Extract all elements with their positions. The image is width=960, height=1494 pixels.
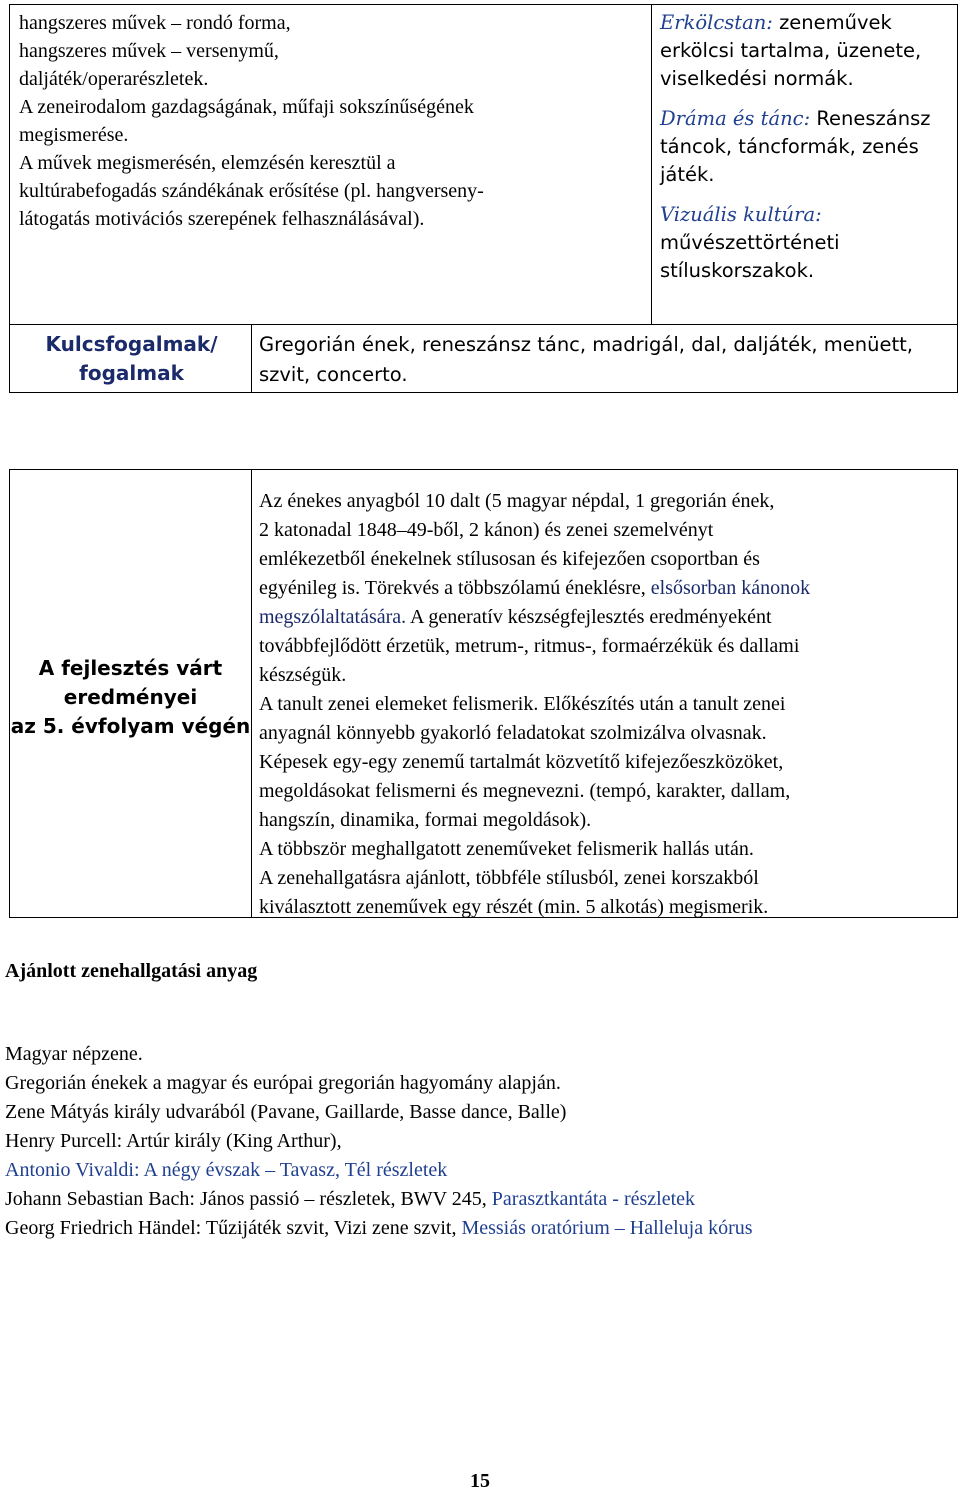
curriculum-table-continuation <box>9 4 958 393</box>
expected-results-text <box>259 487 955 922</box>
expected-results-label-line: A fejlesztés várt <box>38 656 223 680</box>
goals-line: megismerése. <box>19 124 129 146</box>
page-number: 15 <box>470 1470 490 1492</box>
results-text: A generatív készségfejlesztés eredményeként <box>406 606 772 628</box>
results-line: Képesek egy-egy zenemű tartalmát közvetítő kifejezőeszközöket, <box>259 751 784 773</box>
connection-drama <box>660 105 950 189</box>
goals-line: hangszeres művek – versenymű, <box>19 40 279 62</box>
listening-item: Henry Purcell: Artúr király (King Arthur), <box>5 1130 342 1152</box>
listening-item <box>5 1185 955 1214</box>
listening-item: Zene Mátyás király udvarából (Pavane, Gaillarde, Basse dance, Balle) <box>5 1101 567 1123</box>
goals-line: hangszeres művek – rondó forma, <box>19 12 291 34</box>
listening-list <box>5 1040 955 1243</box>
results-line: készségük. <box>259 664 347 686</box>
listening-item: Antonio Vivaldi: A négy évszak – Tavasz, Tél részletek <box>5 1159 448 1181</box>
results-line <box>259 603 955 632</box>
connection-label: Erkölcstan: <box>660 11 773 34</box>
goals-text <box>19 9 639 233</box>
listening-item-text: Johann Sebastian Bach: János passió – részletek, BWV 245, <box>5 1188 492 1210</box>
results-text: egyénileg is. Törekvés a többszólamú éneklésre, <box>259 577 651 599</box>
listening-item-text: Georg Friedrich Händel: Tűzijáték szvit, Vizi zene szvit, <box>5 1217 462 1239</box>
row-divider <box>10 324 957 325</box>
results-line: továbbfejlődött érzetük, metrum-, ritmus-, formaérzékük és dallami <box>259 635 800 657</box>
expected-results-label-line: eredményei <box>63 685 198 709</box>
results-line: megoldásokat felismerni és megnevezni. (tempó, karakter, dallam, <box>259 780 791 802</box>
cross-curricular-connections <box>660 9 950 297</box>
key-concepts-label <box>10 330 253 388</box>
connection-text: Reneszánsz táncok, táncformák, zenés játék. <box>660 107 931 186</box>
results-line: hangszín, dinamika, formai megoldások). <box>259 809 592 831</box>
results-line: anyagnál könnyebb gyakorló feladatokat szolmizálva olvasnak. <box>259 722 767 744</box>
goals-line: A zeneirodalom gazdagságának, műfaji sokszínűségének <box>19 96 474 118</box>
listening-item: Gregorián énekek a magyar és európai gregorián hagyomány alapján. <box>5 1072 561 1094</box>
connection-label: Vizuális kultúra: <box>660 203 822 226</box>
results-line: A tanult zenei elemeket felismerik. Előkészítés után a tanult zenei <box>259 693 786 715</box>
connection-ethics <box>660 9 950 93</box>
key-concepts-label-line: Kulcsfogalmak/ <box>45 332 218 356</box>
connection-visual <box>660 201 950 285</box>
results-line: emlékezetből énekelnek stílusosan és kifejezően csoportban és <box>259 548 760 570</box>
column-divider-upper <box>651 5 652 324</box>
results-line: Az énekes anyagból 10 dalt (5 magyar népdal, 1 gregorián ének, <box>259 490 775 512</box>
goals-line: látogatás motivációs szerepének felhasználásával). <box>19 208 425 230</box>
results-line: A többször meghallgatott zeneműveket felismerik hallás után. <box>259 838 754 860</box>
column-divider <box>251 470 252 917</box>
results-line: kiválasztott zeneművek egy részét (min. 5 alkotás) megismerik. <box>259 896 769 918</box>
results-highlight: elsősorban kánonok <box>650 577 811 599</box>
connection-text: művészettörténeti stíluskorszakok. <box>660 231 840 282</box>
expected-results-table <box>9 469 958 918</box>
connection-label: Dráma és tánc: <box>660 107 811 130</box>
goals-line: kultúrabefogadás szándékának erősítése (pl. hangverseny- <box>19 180 484 202</box>
expected-results-label <box>10 654 251 741</box>
results-line: 2 katonadal 1848–49-ből, 2 kánon) és zenei szemelvényt <box>259 519 714 541</box>
goals-line: daljáték/operarészletek. <box>19 68 209 90</box>
listening-item-highlight: Messiás oratórium – Halleluja kórus <box>461 1217 753 1239</box>
key-concepts-label-line: fogalmak <box>79 361 184 385</box>
listening-item <box>5 1214 955 1243</box>
expected-results-label-line: az 5. évfolyam végén <box>10 714 251 738</box>
results-highlight: megszólaltatására. <box>259 606 407 628</box>
goals-line: A művek megismerésén, elemzésén keresztül a <box>19 152 396 174</box>
listening-item: Magyar népzene. <box>5 1043 143 1065</box>
listening-section-title: Ajánlott zenehallgatási anyag <box>5 960 258 982</box>
results-line <box>259 574 955 603</box>
listening-item-highlight: Parasztkantáta - részletek <box>491 1188 696 1210</box>
results-line: A zenehallgatásra ajánlott, többféle stílusból, zenei korszakból <box>259 867 759 889</box>
connection-text: zeneművek erkölcsi tartalma, üzenete, viselkedési normák. <box>660 11 922 90</box>
key-concepts-text: Gregorián ének, reneszánsz tánc, madrigál, dal, daljáték, menüett, szvit, concerto. <box>259 333 913 386</box>
